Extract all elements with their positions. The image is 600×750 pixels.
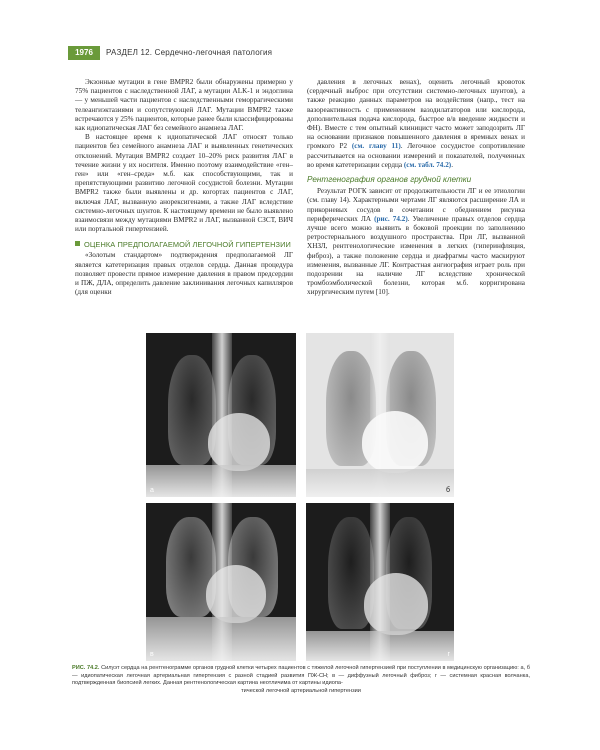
xray-image-b bbox=[306, 333, 454, 497]
subheading: Рентгенография органов грудной клетки bbox=[307, 175, 472, 185]
diaphragm bbox=[146, 465, 296, 497]
square-bullet-icon bbox=[75, 241, 80, 246]
xray-image-a bbox=[146, 333, 296, 497]
chapter-link[interactable]: (см. главу 11) bbox=[351, 142, 401, 151]
section-title: РАЗДЕЛ 12. Сердечно-легочная патология bbox=[106, 48, 273, 57]
heart-silhouette bbox=[364, 573, 428, 635]
heart-silhouette bbox=[206, 565, 266, 623]
diaphragm bbox=[306, 631, 454, 661]
caption-last-line: тической легочной артериальной гипертензии bbox=[241, 687, 361, 694]
figure-caption bbox=[72, 665, 530, 695]
paragraph-text: Результат РОГК зависит от продолжительности ЛГ и ее этиологии (см. главу 14). Характерными чертами ЛГ являются расширение ЛА и прикорневых сосудов в сочетании с обеднением рисунка периферических ЛА bbox=[307, 187, 525, 223]
paragraph bbox=[307, 78, 525, 170]
figure-letter: а bbox=[150, 487, 154, 494]
diaphragm bbox=[306, 469, 454, 497]
paragraph-text: . bbox=[451, 160, 453, 169]
xray-image-d bbox=[306, 503, 454, 661]
figure-label: РИС. 74.2. bbox=[72, 665, 100, 671]
paragraph-text: давления в легочных венах), оценить легочный кровоток (сердечный выброс при отсутствии системно-легочных шунтов), а также реакцию данных параметров на воздействия (напр., тест на вазореактивность с применением вазодилататоров или кислорода, дополнительная подача кислорода, быстрое в/в введение жидкости и ФН). Вместе с тем опытный клиницист часто может заподозрить ЛГ на основании признаков повышенного давления в яремных венах и громкого P2 bbox=[307, 78, 525, 151]
paragraph bbox=[307, 187, 525, 297]
paragraph-text: . Легочное сосудистое сопротивление рассчитывается на основании измерений и показателей, полученных во время катетеризации сердца bbox=[307, 142, 525, 169]
figure-letter: г bbox=[447, 651, 450, 658]
caption-text: Силуэт сердца на рентгенограмме органов грудной клетки четырех пациентов с тяжелой легочной гипертензией при поступлении в медицинскую организацию: а, б — идиопатическая легочная артериальная гипертензия с разной стадией развития ПЖ-СН; в — диффузный легочный фиброз; г — системная красная волчанка, подтвержденная биопсией легких. Данная рентгенологическая картина неотличима от картины идиопа- bbox=[72, 665, 531, 687]
paragraph: В настоящее время к идиопатической ЛАГ относят только пациентов без семейного анамнеза ЛАГ и выявленных генетических отклонений. Мутация BMPR2 создает 10–20% риск развития ЛАГ в течение жизни у их носителя. Именно поэтому взаимодействие «ген–ген» или «ген–среда» м.б. как способствующими, так и препятствующими развитию легочной сосудистой болезни. Мутации BMPR2 также были выявлены и др. когортах пациентов с ЛАГ, включая ЛАГ, вызванную анорексигенами, а также ЛАГ вследствие системно-легочных шунтов. К настоящему времени не было выявлено взаимосвязи между мутациями BMPR2 и ЛАГ, вызванной СЗСТ, ВИЧ или портальной гипертензией. bbox=[75, 133, 293, 234]
heart-silhouette bbox=[362, 411, 428, 473]
xray-image-c bbox=[146, 503, 296, 661]
subheading-text: ОЦЕНКА ПРЕДПОЛАГАЕМОЙ ЛЕГОЧНОЙ ГИПЕРТЕНЗИИ bbox=[84, 240, 291, 250]
paragraph-text: . Увеличение правых отделов сердца лучше всего можно выявить в боковой проекции по заполнению ретростернального воздушного пространства. При ЛГ, вызванной ХНЗЛ, рентгенологические изменения в легких (гиперинфляция, фиброз), а также положение сердца и диафрагмы часто маскируют изменения, вызванные ЛГ. Контрастная ангиография играет роль при подозрении на наличие ЛГ вследствие хронической тромбоэмболической болезни, которая м.б. корригирована хирургическим путем [10]. bbox=[307, 214, 526, 297]
page-number: 1976 bbox=[68, 46, 100, 60]
diaphragm bbox=[146, 617, 296, 661]
heart-silhouette bbox=[208, 413, 270, 471]
figure-letter: в bbox=[150, 651, 154, 658]
paragraph: Экзонные мутации в гене BMPR2 были обнаружены примерно у 75% пациентов с наследственной ЛАГ, а мутации ALK-1 и эндоглина — у меньшей части пациентов с наследственными геморрагическими телеангиэктазиями и сопутствующей ЛАГ. Мутации BMPR2 также встречаются у 25% пациентов, которые ранее были классифицированы как идиопатическая ЛАГ без семейного анамнеза ЛАГ. bbox=[75, 78, 293, 133]
subheading bbox=[75, 240, 293, 249]
table-link[interactable]: (см. табл. 74.2) bbox=[403, 160, 452, 169]
right-column bbox=[307, 78, 525, 298]
left-column bbox=[75, 78, 293, 297]
figure-letter: б bbox=[445, 487, 450, 494]
page-header bbox=[0, 46, 600, 60]
paragraph: «Золотым стандартом» подтверждения предполагаемой ЛГ является катетеризация правых отделов сердца. Данная процедура позволяет провести прямое измерение давления в правом предсердии и ПЖ, ДЛА, определить давление заклинивания легочных капилляров (для оценки bbox=[75, 251, 293, 297]
figure-link[interactable]: (рис. 74.2) bbox=[374, 214, 408, 223]
